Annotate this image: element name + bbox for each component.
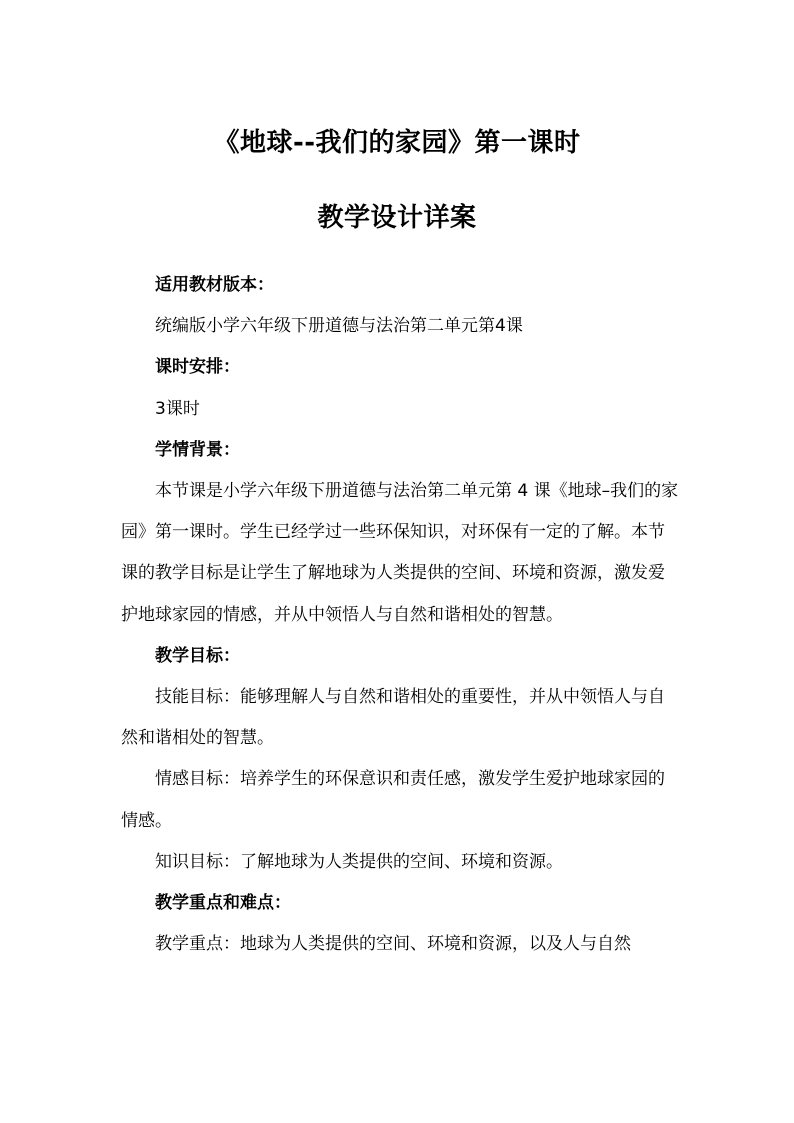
goal-emotion: 情感目标：培养学生的环保意识和责任感，激发学生爱护地球家园的情感。 (121, 769, 665, 831)
document-body (121, 265, 681, 965)
document-subtitle: 教学设计详案 (317, 203, 477, 233)
section-heading-goals: 教学目标： (155, 645, 240, 666)
key-point-paragraph: 教学重点：地球为人类提供的空间、环境和资源，以及人与自然 (155, 934, 631, 955)
textbook-version: 统编版小学六年级下册道德与法治第二单元第4课 (155, 316, 523, 337)
schedule-value: 3课时 (155, 398, 200, 419)
goal-knowledge: 知识目标：了解地球为人类提供的空间、环境和资源。 (155, 851, 563, 872)
section-heading-schedule: 课时安排： (155, 357, 240, 378)
background-paragraph: 本节课是小学六年级下册道德与法治第二单元第 4 课《地球–我们的家园》第一课时。学生已经学过一些环保知识，对环保有一定的了解。本节课的教学目标是让学生了解地球为人类提供的空间、环境和资源，激发爱护地球家园的情感，并从中领悟人与自然和谐相处的智慧。 (121, 481, 679, 625)
section-heading-background: 学情背景： (155, 439, 240, 460)
section-heading-textbook: 适用教材版本： (155, 275, 274, 295)
section-heading-key-points: 教学重点和难点： (155, 893, 291, 914)
goal-skill: 技能目标：能够理解人与自然和谐相处的重要性，并从中领悟人与自然和谐相处的智慧。 (121, 687, 665, 749)
document-title: 《地球--我们的家园》第一课时 (213, 128, 581, 158)
